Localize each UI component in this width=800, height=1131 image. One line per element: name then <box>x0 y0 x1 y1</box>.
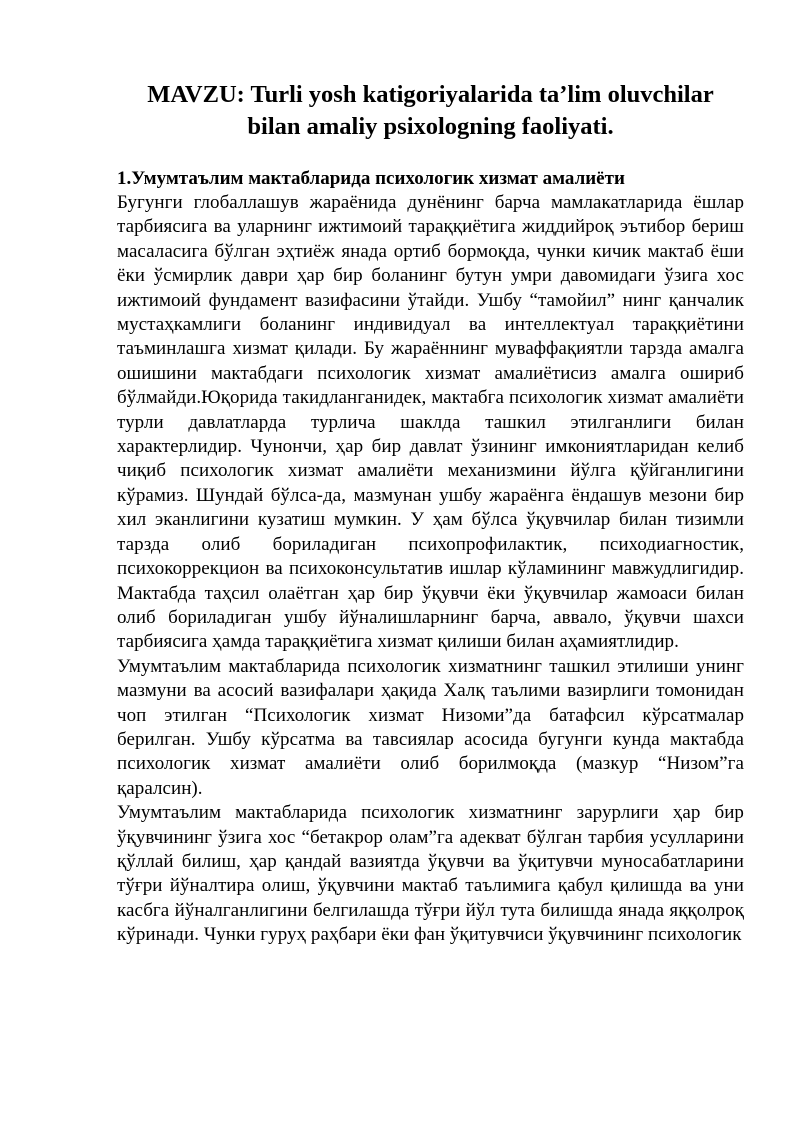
paragraph-3: Умумтаълим мактабларида психологик хизматнинг зарурлиги ҳар бир ўқувчининг ўзига хос “бетакрор олам”га адекват бўлган тарбия усулларини қўллай билиш, ҳар қандай вазиятда ўқувчи ва ўқитувчи муносабатларини тўғри йўналтира олиш, ўқувчини мактаб таълимига қабул қилишда ва уни касбга йўналганлигини белгилашда тўғри йўл тута билишда янада яққолроқ кўринади. Чунки гуруҳ раҳбари ёки фан ўқитувчиси ўқувчининг психологик <box>117 802 744 946</box>
paragraph-2: Умумтаълим мактабларида психологик хизматнинг ташкил этилиши унинг мазмуни ва асосий вазифалари ҳақида Халқ таълими вазирлиги томонидан чоп этилган “Психологик хизмат Низоми”да батафсил кўрсатмалар берилган. Ушбу кўрсатма ва тавсиялар асосида бугунги кунда мактабда психологик хизмат амалиёти олиб борилмоқда (мазкур “Низом”га қаралсин). <box>117 655 744 799</box>
section-heading: 1.Умумтаълим мактабларида психологик хизмат амалиёти <box>117 168 625 189</box>
title-line-1: MAVZU: Turli yosh katigoriyalarida ta’lim oluvchilar <box>147 81 714 108</box>
document-page <box>117 79 744 948</box>
document-title <box>117 79 744 143</box>
paragraph-1: Бугунги глобаллашув жараёнида дунёнинг барча мамлакатларида ёшлар тарбиясига ва уларнинг ижтимоий тараққиётига жиддийроқ эътибор бериш масаласига бўлган эҳтиёж янада ортиб бормоқда, чунки кичик мактаб ёши ёки ўсмирлик даври ҳар бир боланинг бутун умри давомидаги ўзига хос ижтимоий фундамент вазифасини ўтайди. Ушбу “тамойил” нинг қанчалик мустаҳкамлиги боланинг индивидуал ва интеллектуал тараққиётини таъминлашга хизмат қилади. Бу жараённинг муваффақиятли тарзда амалга ошишини мактабдаги психологик хизмат амалиётисиз амалга ошириб бўлмайди.Юқорида такидланганидек, мактабга психологик хизмат амалиёти турли давлатларда турлича шаклда ташкил этилганлиги билан характерлидир. Чунончи, ҳар бир давлат ўзининг имкониятларидан келиб чиқиб психологик хизмат амалиёти механизмини йўлга қўйганлигини кўрамиз. Шундай бўлса-да, мазмунан ушбу жараёнга ёндашув мезони бир хил эканлигини кузатиш мумкин. У ҳам бўлса ўқувчилар билан тизимли тарзда олиб бориладиган психопрофилактик, психодиагностик, психокоррекцион ва психоконсультатив ишлар кўламининг мавжудлигидир. Мактабда таҳсил олаётган ҳар бир ўқувчи ёки ўқувчилар жамоаси билан олиб бориладиган ушбу йўналишларнинг барча, аввало, ўқувчи шахси тарбиясига ҳамда тараққиётига хизмат қилиши билан аҳамиятлидир. <box>117 192 744 653</box>
title-line-2: bilan amaliy psixologning faoliyati. <box>247 113 614 140</box>
